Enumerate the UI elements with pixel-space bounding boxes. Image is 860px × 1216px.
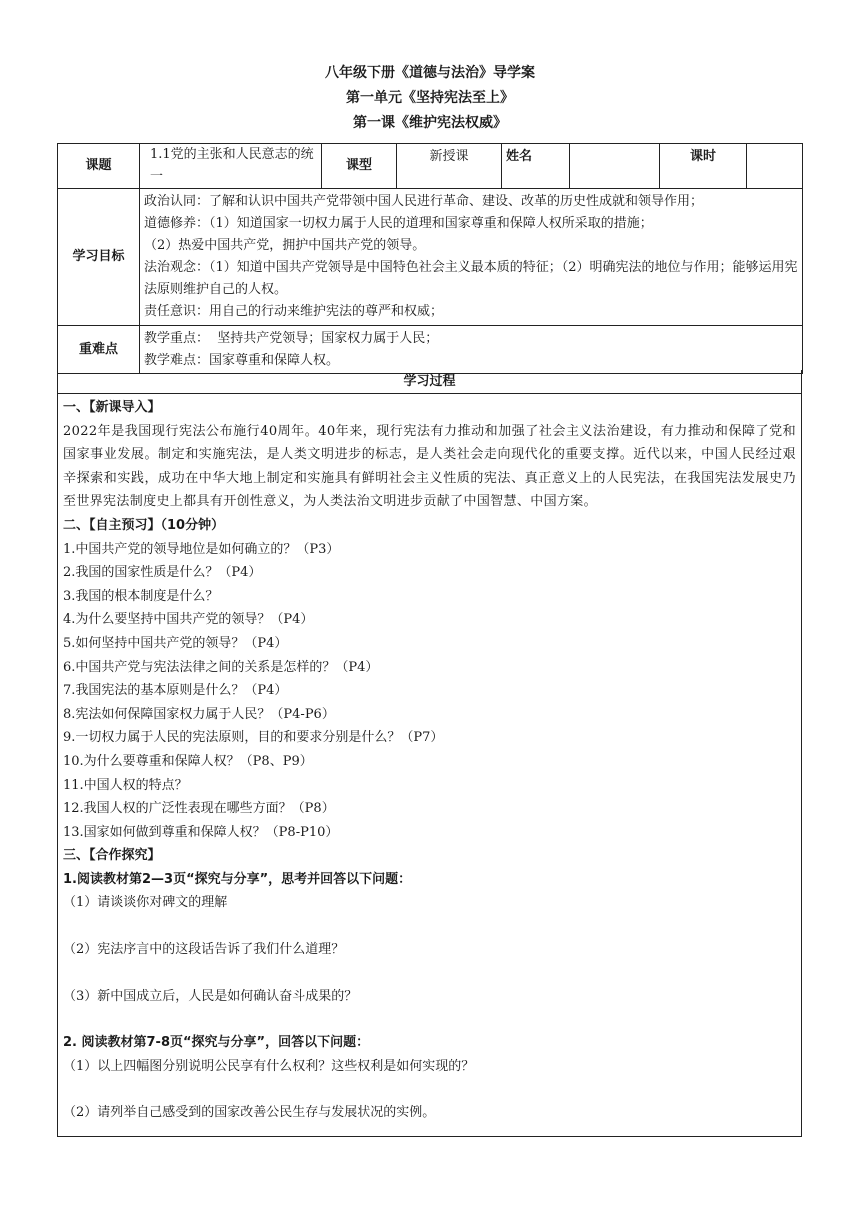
- question-item: 11.中国人权的特点？: [63, 777, 188, 793]
- new-lesson-intro-text: 2022年是我国现行宪法公布施行40周年。40年来，现行宪法有力推动和加强了社会主义法治建设，有力推动和保障了党和国家事业发展。制定和实施宪法，是人类文明进步的标志，是人类社会走向现代化的重要支撑。近代以来，中国人民经过艰辛探索和实践，成功在中华大地上制定和实施具有鲜明社会主义性质的宪法、真正意义上的人民宪法，在我国宪法发展史乃至世界宪法制度史上都具有开创性意义，为人类法治文明进步贡献了中国智慧、中国方案。: [63, 423, 796, 510]
- answer-space[interactable]: [63, 1008, 796, 1031]
- question-item: 13.国家如何做到尊重和保障人权？（P8-P10）: [63, 824, 339, 840]
- keypoints-content: [140, 326, 803, 374]
- grade-title: 八年级下册《道德与法治》导学案: [325, 65, 535, 81]
- teaching-focus: 教学重点： 坚持共产党领导；国家权力属于人民；: [144, 330, 439, 346]
- document-header: [0, 62, 860, 135]
- new-lesson-intro-title: 一、【新课导入】: [63, 400, 161, 415]
- inquiry-2-question-2: （2）请列举自己感受到的国家改善公民生存与发展状况的实例。: [63, 1105, 436, 1121]
- question-item: 10.为什么要尊重和保障人权？（P8、P9）: [63, 753, 313, 769]
- question-item: 12.我国人权的广泛性表现在哪些方面？（P8）: [63, 801, 335, 817]
- keypoints-row: [58, 326, 803, 374]
- inquiry-1-question-1: （1）请谈谈你对碑文的理解: [63, 895, 228, 911]
- period-value[interactable]: [747, 144, 803, 189]
- self-study-questions: [63, 538, 796, 845]
- inquiry-1-question-2: （2）宪法序言中的这段话告诉了我们什么道理？: [63, 942, 345, 958]
- type-value: 新授课: [397, 144, 502, 189]
- objectives-content: [140, 189, 803, 326]
- inquiry-1-question-3: （3）新中国成立后，人民是如何确认奋斗成果的？: [63, 988, 358, 1004]
- question-item: 8.宪法如何保障国家权力属于人民？（P4-P6）: [63, 706, 335, 722]
- question-item: 3.我国的根本制度是什么？: [63, 588, 219, 604]
- objective-moral-2: （2）热爱中国共产党，拥护中国共产党的领导。: [144, 238, 426, 253]
- inquiry-1-title: 1.阅读教材第2—3页“探究与分享”，思考并回答以下问题：: [63, 871, 412, 887]
- name-label: 姓名: [502, 144, 570, 189]
- objective-moral-1: 道德修养：（1）知道国家一切权力属于人民的道理和国家尊重和保障人权所采取的措施；: [144, 216, 653, 231]
- learning-process-body: [58, 394, 801, 1127]
- inquiry-2-title: 2. 阅读教材第7-8页“探究与分享”，回答以下问题：: [63, 1035, 370, 1051]
- objective-responsibility: 责任意识：用自己的行动来维护宪法的尊严和权威；: [144, 304, 444, 319]
- name-value[interactable]: [570, 144, 660, 189]
- unit-title: 第一单元《坚持宪法至上》: [346, 90, 514, 106]
- objectives-label: 学习目标: [58, 189, 140, 326]
- inquiry-2-question-1: （1）以上四幅图分别说明公民享有什么权利？这些权利是如何实现的？: [63, 1058, 475, 1074]
- cooperative-inquiry-title: 三、【合作探究】: [63, 848, 161, 864]
- answer-space[interactable]: [63, 1078, 796, 1101]
- objective-law: 法治观念：（1）知道中国共产党领导是中国特色社会主义最本质的特征；（2）明确宪法的地位与作用；能够运用宪法原则维护自己的人权。: [144, 260, 798, 297]
- teaching-difficulty: 教学难点：国家尊重和保障人权。: [144, 352, 340, 368]
- objective-political: 政治认同：了解和认识中国共产党带领中国人民进行革命、建设、改革的历史性成就和领导作用；: [144, 194, 704, 209]
- question-item: 9.一切权力属于人民的宪法原则，目的和要求分别是什么？（P7）: [63, 730, 444, 746]
- lesson-title: 第一课《维护宪法权威》: [353, 115, 507, 131]
- answer-space[interactable]: [63, 915, 796, 938]
- lesson-info-table: [57, 143, 803, 374]
- keypoints-label: 重难点: [58, 326, 140, 374]
- learning-process-header: 学习过程: [58, 370, 801, 394]
- question-item: 1.中国共产党的领导地位是如何确立的？（P3）: [63, 541, 340, 557]
- type-label: 课型: [322, 144, 397, 189]
- question-item: 2.我国的国家性质是什么？（P4）: [63, 565, 262, 581]
- question-item: 6.中国共产党与宪法法律之间的关系是怎样的？（P4）: [63, 659, 379, 675]
- answer-space[interactable]: [63, 962, 796, 985]
- learning-process-section: [57, 370, 802, 1137]
- question-item: 7.我国宪法的基本原则是什么？（P4）: [63, 683, 288, 699]
- period-label: 课时: [660, 144, 747, 189]
- question-item: 5.如何坚持中国共产党的领导？（P4）: [63, 635, 288, 651]
- topic-value: 1.1党的主张和人民意志的统一: [140, 144, 322, 189]
- self-study-title: 二、【自主预习】（10分钟）: [63, 517, 225, 533]
- info-row: [58, 144, 803, 189]
- objectives-row: [58, 189, 803, 326]
- topic-label: 课题: [58, 144, 140, 189]
- question-item: 4.为什么要坚持中国共产党的领导？（P4）: [63, 612, 314, 628]
